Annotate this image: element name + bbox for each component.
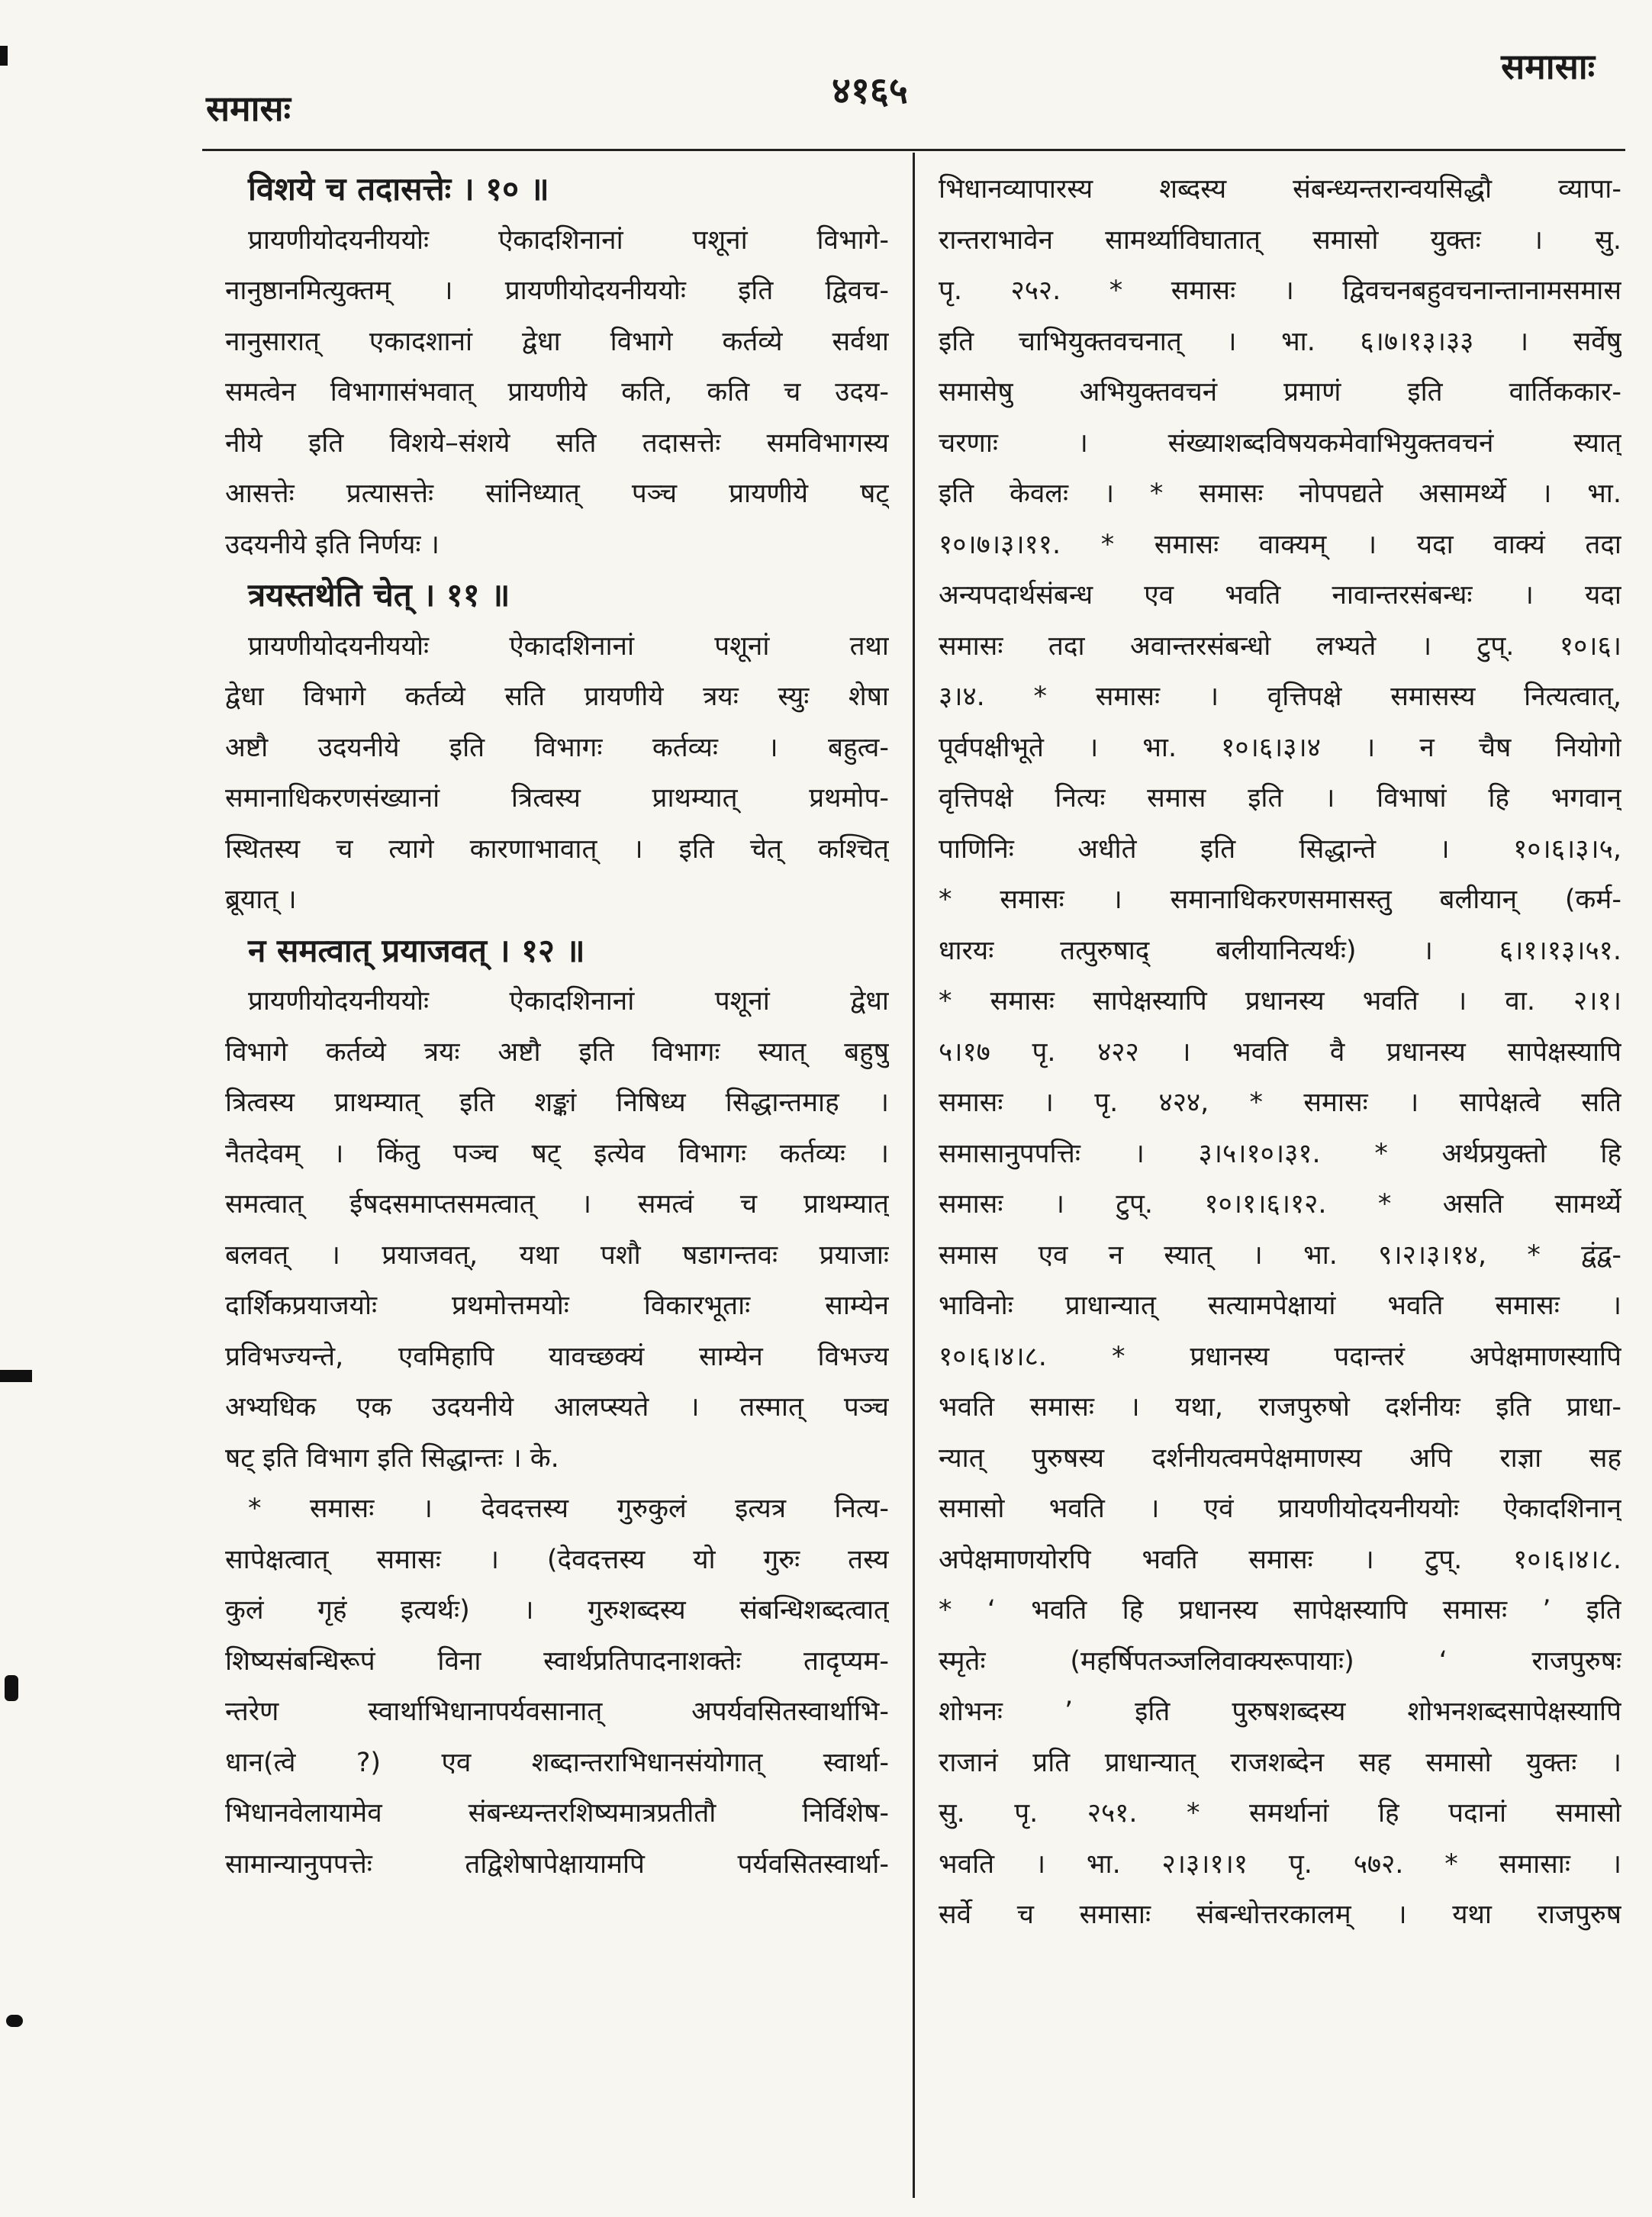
text-line: समत्वात् ईषदसमाप्तसमत्वात् । समत्वं च प्राथम्यात् [225, 1189, 889, 1220]
text-line: वृत्तिपक्षे नित्यः समास इति । विभाषां हि भगवान् [939, 783, 1621, 814]
sutra-heading: त्रयस्तथेति चेत् । ११ ॥ [248, 576, 510, 614]
text-line: * समासः । समानाधिकरणसमासस्तु बलीयान् (कर्म- [939, 885, 1621, 915]
text-line: ३।४. * समासः । वृत्तिपक्षे समासस्य नित्यत्वात्, [939, 682, 1621, 712]
text-line: नीये इति विशये–संशये सति तदासत्तेः समविभागस्य [225, 427, 889, 459]
text-line: सर्वे च समासाः संबन्धोत्तरकालम् । यथा राजपुरुष [939, 1900, 1621, 1930]
text-line: कुलं गृहं इत्यर्थः) । गुरुशब्दस्य संबन्धिशब्दत्वात् [225, 1595, 889, 1626]
text-line: षट् इति विभाग इति सिद्धान्तः । के. [225, 1442, 559, 1474]
text-line: स्थितस्य च त्यागे कारणाभावात् । इति चेत् कश्चित् [225, 833, 889, 865]
text-line: * समासः सापेक्षस्यापि प्रधानस्य भवति । वा. २।१। [939, 986, 1621, 1017]
text-line: सापेक्षत्वात् समासः । (देवदत्तस्य यो गुरुः तस्य [225, 1544, 889, 1575]
text-line: विभागे कर्तव्ये त्रयः अष्टौ इति विभागः स्यात् बहुषु [225, 1036, 889, 1068]
text-line: भवति । भा. २।३।१।१ पृ. ५७२. * समासाः । [939, 1848, 1621, 1880]
text-line: धारयः तत्पुरुषाद् बलीयानित्यर्थः) । ६।१।१३।५१. [939, 935, 1621, 966]
text-line: १०।६।४।८. * प्रधानस्य पदान्तरं अपेक्षमाणस्यापि [939, 1341, 1621, 1372]
text-line: प्रायणीयोदयनीययोः ऐकादशिनानां पशूनां तथा [248, 630, 889, 662]
text-line: १०।७।३।११. * समासः वाक्यम् । यदा वाक्यं तदा [939, 529, 1621, 560]
text-line: * समासः । देवदत्तस्य गुरुकुलं इत्यत्र नित्य- [248, 1494, 889, 1524]
text-line: दार्शिकप्रयाजयोः प्रथमोत्तमयोः विकारभूताः साम्येन [225, 1291, 889, 1321]
text-line: नैतदेवम् । किंतु पञ्च षट् इत्येव विभागः कर्तव्यः । [225, 1138, 889, 1169]
text-line: बलवत् । प्रयाजवत्, यथा पशौ षडागन्तवः प्रयाजाः [225, 1239, 889, 1271]
text-line: भिधानवेलायामेव संबन्ध्यन्तरशिष्यमात्रप्रतीतौ निर्विशेष- [225, 1798, 889, 1829]
sutra-heading: न समत्वात् प्रयाजवत् । १२ ॥ [248, 931, 585, 969]
text-line: समासानुपपत्तिः । ३।५।१०।३१. * अर्थप्रयुक्तो हि [939, 1138, 1621, 1169]
text-line: राजानं प्रति प्राधान्यात् राजशब्देन सह समासो युक्तः । [939, 1747, 1621, 1778]
text-line: इति केवलः । * समासः नोपपद्यते असामर्थ्ये । भा. [939, 479, 1621, 509]
text-line: अष्टौ उदयनीये इति विभागः कर्तव्यः । बहुत्व- [225, 732, 889, 763]
text-line: भिधानव्यापारस्य शब्दस्य संबन्ध्यन्तरान्वयसिद्धौ व्यापा- [939, 174, 1621, 205]
text-line: समासः तदा अवान्तरसंबन्धो लभ्यते । टुप्. १०।६। [939, 630, 1621, 662]
text-line: रान्तराभावेन सामर्थ्याविघातात् समासो युक्तः । सु. [939, 224, 1621, 256]
text-line: पृ. २५२. * समासः । द्विवचनबहुवचनान्तानामसमास [939, 276, 1621, 306]
text-line: समासेषु अभियुक्तवचनं प्रमाणं इति वार्तिककार- [939, 377, 1621, 408]
scan-mark [6, 2015, 23, 2027]
header-rule [202, 149, 1625, 151]
text-line: समासो भवति । एवं प्रायणीयोदयनीययोः ऐकादशिनान् [939, 1494, 1621, 1524]
text-line: प्रविभज्यन्ते, एवमिहापि यावच्छक्यं साम्येन विभज्य [225, 1341, 889, 1372]
left-column [225, 164, 889, 1890]
sutra-heading: विशये च तदासत्तेः । १० ॥ [248, 170, 549, 208]
scan-mark [0, 1370, 32, 1382]
text-line: * ‘ भवति हि प्रधानस्य सापेक्षस्यापि समासः ’ इति [939, 1595, 1621, 1626]
text-line: पाणिनिः अधीते इति सिद्धान्ते । १०।६।३।५, [939, 833, 1621, 865]
text-line: न्तरेण स्वार्थाभिधानापर्यवसानात् अपर्यवसितस्वार्थाभि- [225, 1697, 889, 1727]
text-line: अन्यपदार्थसंबन्ध एव भवति नावान्तरसंबन्धः । यदा [939, 580, 1621, 611]
text-line: शिष्यसंबन्धिरूपं विना स्वार्थप्रतिपादनाशक्तेः तादृप्यम- [225, 1645, 889, 1677]
text-line: धान(त्वे ?) एव शब्दान्तराभिधानसंयोगात् स्वार्था- [225, 1747, 889, 1778]
text-line: शोभनः ’ इति पुरुषशब्दस्य शोभनशब्दसापेक्षस्यापि [939, 1697, 1621, 1727]
text-line: पूर्वपक्षीभूते । भा. १०।६।३।४ । न चैष नियोगो [939, 732, 1621, 763]
text-line: द्वेधा विभागे कर्तव्ये सति प्रायणीये त्रयः स्युः शेषा [225, 682, 889, 712]
text-line: समत्वेन विभागासंभवात् प्रायणीये कति, कति च उदय- [225, 377, 889, 408]
text-line: समासः । टुप्. १०।१।६।१२. * असति सामर्थ्ये [939, 1189, 1621, 1220]
text-line: ५।१७ पृ. ४२२ । भवति वै प्रधानस्य सापेक्षस्यापि [939, 1036, 1621, 1068]
text-line: त्रित्वस्य प्राथम्यात् इति शङ्कां निषिध्य सिद्धान्तमाह । [225, 1088, 889, 1118]
text-line: इति चाभियुक्तवचनात् । भा. ६।७।१३।३३ । सर्वेषु [939, 326, 1621, 357]
scan-mark [0, 46, 8, 66]
page-header [206, 42, 1595, 129]
page-number: ४१६५ [832, 69, 908, 112]
right-column [939, 164, 1621, 1941]
text-line: अभ्यधिक एक उदयनीये आलप्स्यते । तस्मात् पञ्च [225, 1392, 889, 1423]
text-line: नानुष्ठानमित्युक्तम् । प्रायणीयोदयनीययोः इति द्विवच- [225, 276, 889, 306]
text-line: समानाधिकरणसंख्यानां त्रित्वस्य प्राथम्यात् प्रथमोप- [225, 783, 889, 814]
text-line: प्रायणीयोदयनीययोः ऐकादशिनानां पशूनां द्वेधा [248, 986, 889, 1017]
text-line: सु. पृ. २५१. * समर्थानां हि पदानां समासो [939, 1798, 1621, 1829]
text-line: अपेक्षमाणयोरपि भवति समासः । टुप्. १०।६।४।८. [939, 1544, 1621, 1575]
text-line: सामान्यानुपपत्तेः तद्विशेषापेक्षायामपि पर्यवसितस्वार्था- [225, 1848, 889, 1880]
text-line: न्यात् पुरुषस्य दर्शनीयत्वमपेक्षमाणस्य अपि राज्ञा सह [939, 1442, 1621, 1474]
text-line: ब्रूयात् । [225, 885, 297, 915]
text-line: समास एव न स्यात् । भा. ९।२।३।१४, * द्वंद्व- [939, 1239, 1621, 1271]
text-line: उदयनीये इति निर्णयः । [225, 529, 440, 560]
text-line: स्मृतेः (महर्षिपतञ्जलिवाक्यरूपायाः) ‘ राजपुरुषः [939, 1645, 1621, 1677]
column-divider [913, 153, 915, 2198]
text-line: प्रायणीयोदयनीययोः ऐकादशिनानां पशूनां विभागे- [248, 224, 889, 256]
scan-mark [5, 1675, 18, 1701]
text-line: भाविनोः प्राधान्यात् सत्यामपेक्षायां भवति समासः । [939, 1291, 1621, 1321]
header-left-word: समासः [206, 88, 291, 129]
text-line: आसत्तेः प्रत्यासत्तेः सांनिध्यात् पञ्च प्रायणीये षट् [225, 479, 889, 509]
text-line: चरणाः । संख्याशब्दविषयकमेवाभियुक्तवचनं स्यात् [939, 427, 1621, 459]
text-line: समासः । पृ. ४२४, * समासः । सापेक्षत्वे सति [939, 1088, 1621, 1118]
text-line: नानुसारात् एकादशानां द्वेधा विभागे कर्तव्ये सर्वथा [225, 326, 889, 357]
header-right-word: समासाः [1501, 46, 1595, 87]
text-line: भवति समासः । यथा, राजपुरुषो दर्शनीयः इति प्राधा- [939, 1392, 1621, 1423]
